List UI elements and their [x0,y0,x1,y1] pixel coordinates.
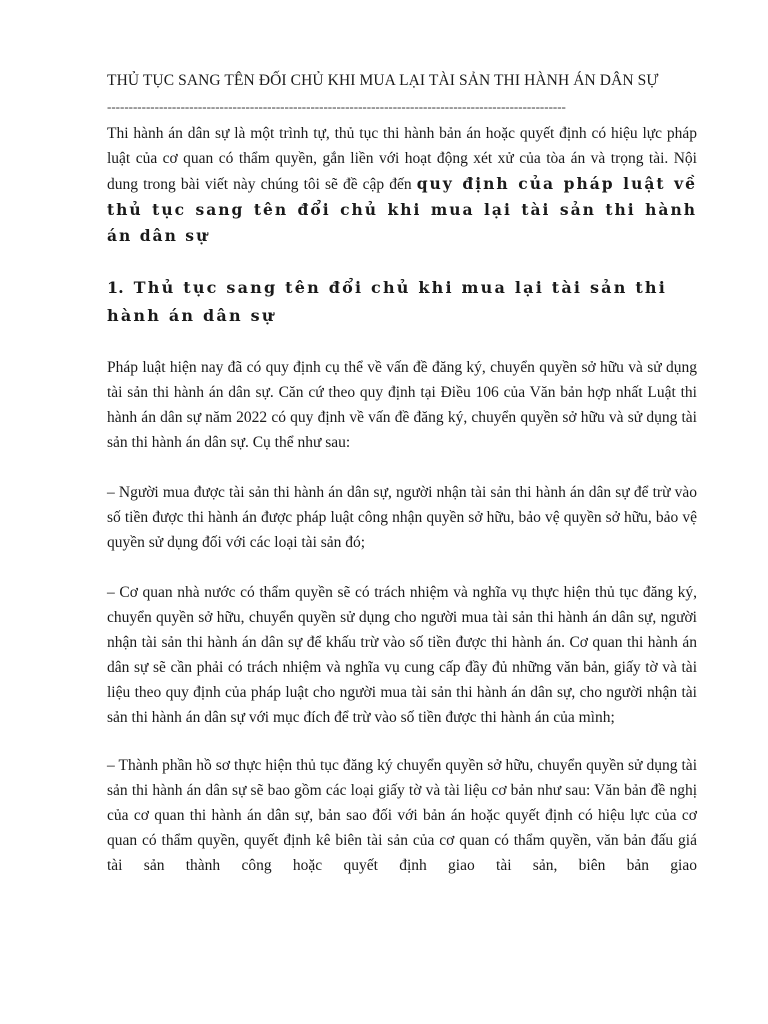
document-title: THỦ TỤC SANG TÊN ĐỐI CHỦ KHI MUA LẠI TÀI SẢN THI HÀNH ÁN DÂN SỰ [107,72,659,89]
intro-text: Thi hành án dân sự là một trình tự, thủ tục thi hành bản án hoặc quyết định có hiệu lực pháp luật của cơ quan có thẩm quyền, gắn liền với hoạt động xét xử của tòa án và trọng tài. Nội dung trong bài viết này chúng tôi sẽ đề cập đến [107,125,697,193]
title-separator: ---------------------------------------------------------------------------------------------------------- [107,99,566,114]
section-number: 1 [107,278,119,297]
body-paragraph: – Thành phần hồ sơ thực hiện thủ tục đăng ký chuyển quyền sở hữu, chuyển quyền sử dụng tài sản thi hành án dân sự sẽ bao gồm các loại giấy tờ và tài liệu cơ bản như sau: Văn bản đề nghị của cơ quan thi hành án dân sự, bản sao đối với bản án hoặc quyết định có hiệu lực của cơ quan có thẩm quyền, quyết định kê biên tài sản của cơ quan có thẩm quyền, văn bản đấu giá tài sản thành công hoặc quyết định giao tài sản, biên bản giao [107,757,697,874]
body-paragraph: Pháp luật hiện nay đã có quy định cụ thể về vấn đề đăng ký, chuyển quyền sở hữu và sử dụng tài sản thi hành án dân sự. Căn cứ theo quy định tại Điều 106 của Văn bản hợp nhất Luật thi hành án dân sự năm 2022 có quy định về vấn đề đăng ký, chuyển quyền sở hữu và sử dụng tài sản thi hành án dân sự. Cụ thể như sau: [107,359,697,451]
intro-paragraph [107,121,697,249]
section-heading-text: . Thủ tục sang tên đổi chủ khi mua lại tài sản thi hành án dân sự [107,278,668,325]
body-paragraph: – Cơ quan nhà nước có thẩm quyền sẽ có trách nhiệm và nghĩa vụ thực hiện thủ tục đăng ký, chuyển quyền sở hữu, chuyển quyền sử dụng cho người mua tài sản thi hành án dân sự, người nhận tài sản thi hành án dân sự để khấu trừ vào số tiền được thi hành án. Cơ quan thi hành án dân sự sẽ cần phải có trách nhiệm và nghĩa vụ cung cấp đầy đủ những văn bản, giấy tờ và tài liệu theo quy định của pháp luật cho người mua tài sản thi hành án dân sự, cho người nhận tài sản thi hành án dân sự với mục đích để trừ vào số tiền được thi hành án của mình; [107,584,697,726]
section-heading [107,274,707,330]
intro-emphasis: quy định của pháp luật về thủ tục sang tên đổi chủ khi mua lại tài sản thi hành án dân sự [107,174,697,245]
body-paragraph: – Người mua được tài sản thi hành án dân sự, người nhận tài sản thi hành án dân sự để trừ vào số tiền được thi hành án được pháp luật công nhận quyền sở hữu, bảo vệ quyền sở hữu, bảo vệ quyền sử dụng đối với các loại tài sản đó; [107,484,697,551]
